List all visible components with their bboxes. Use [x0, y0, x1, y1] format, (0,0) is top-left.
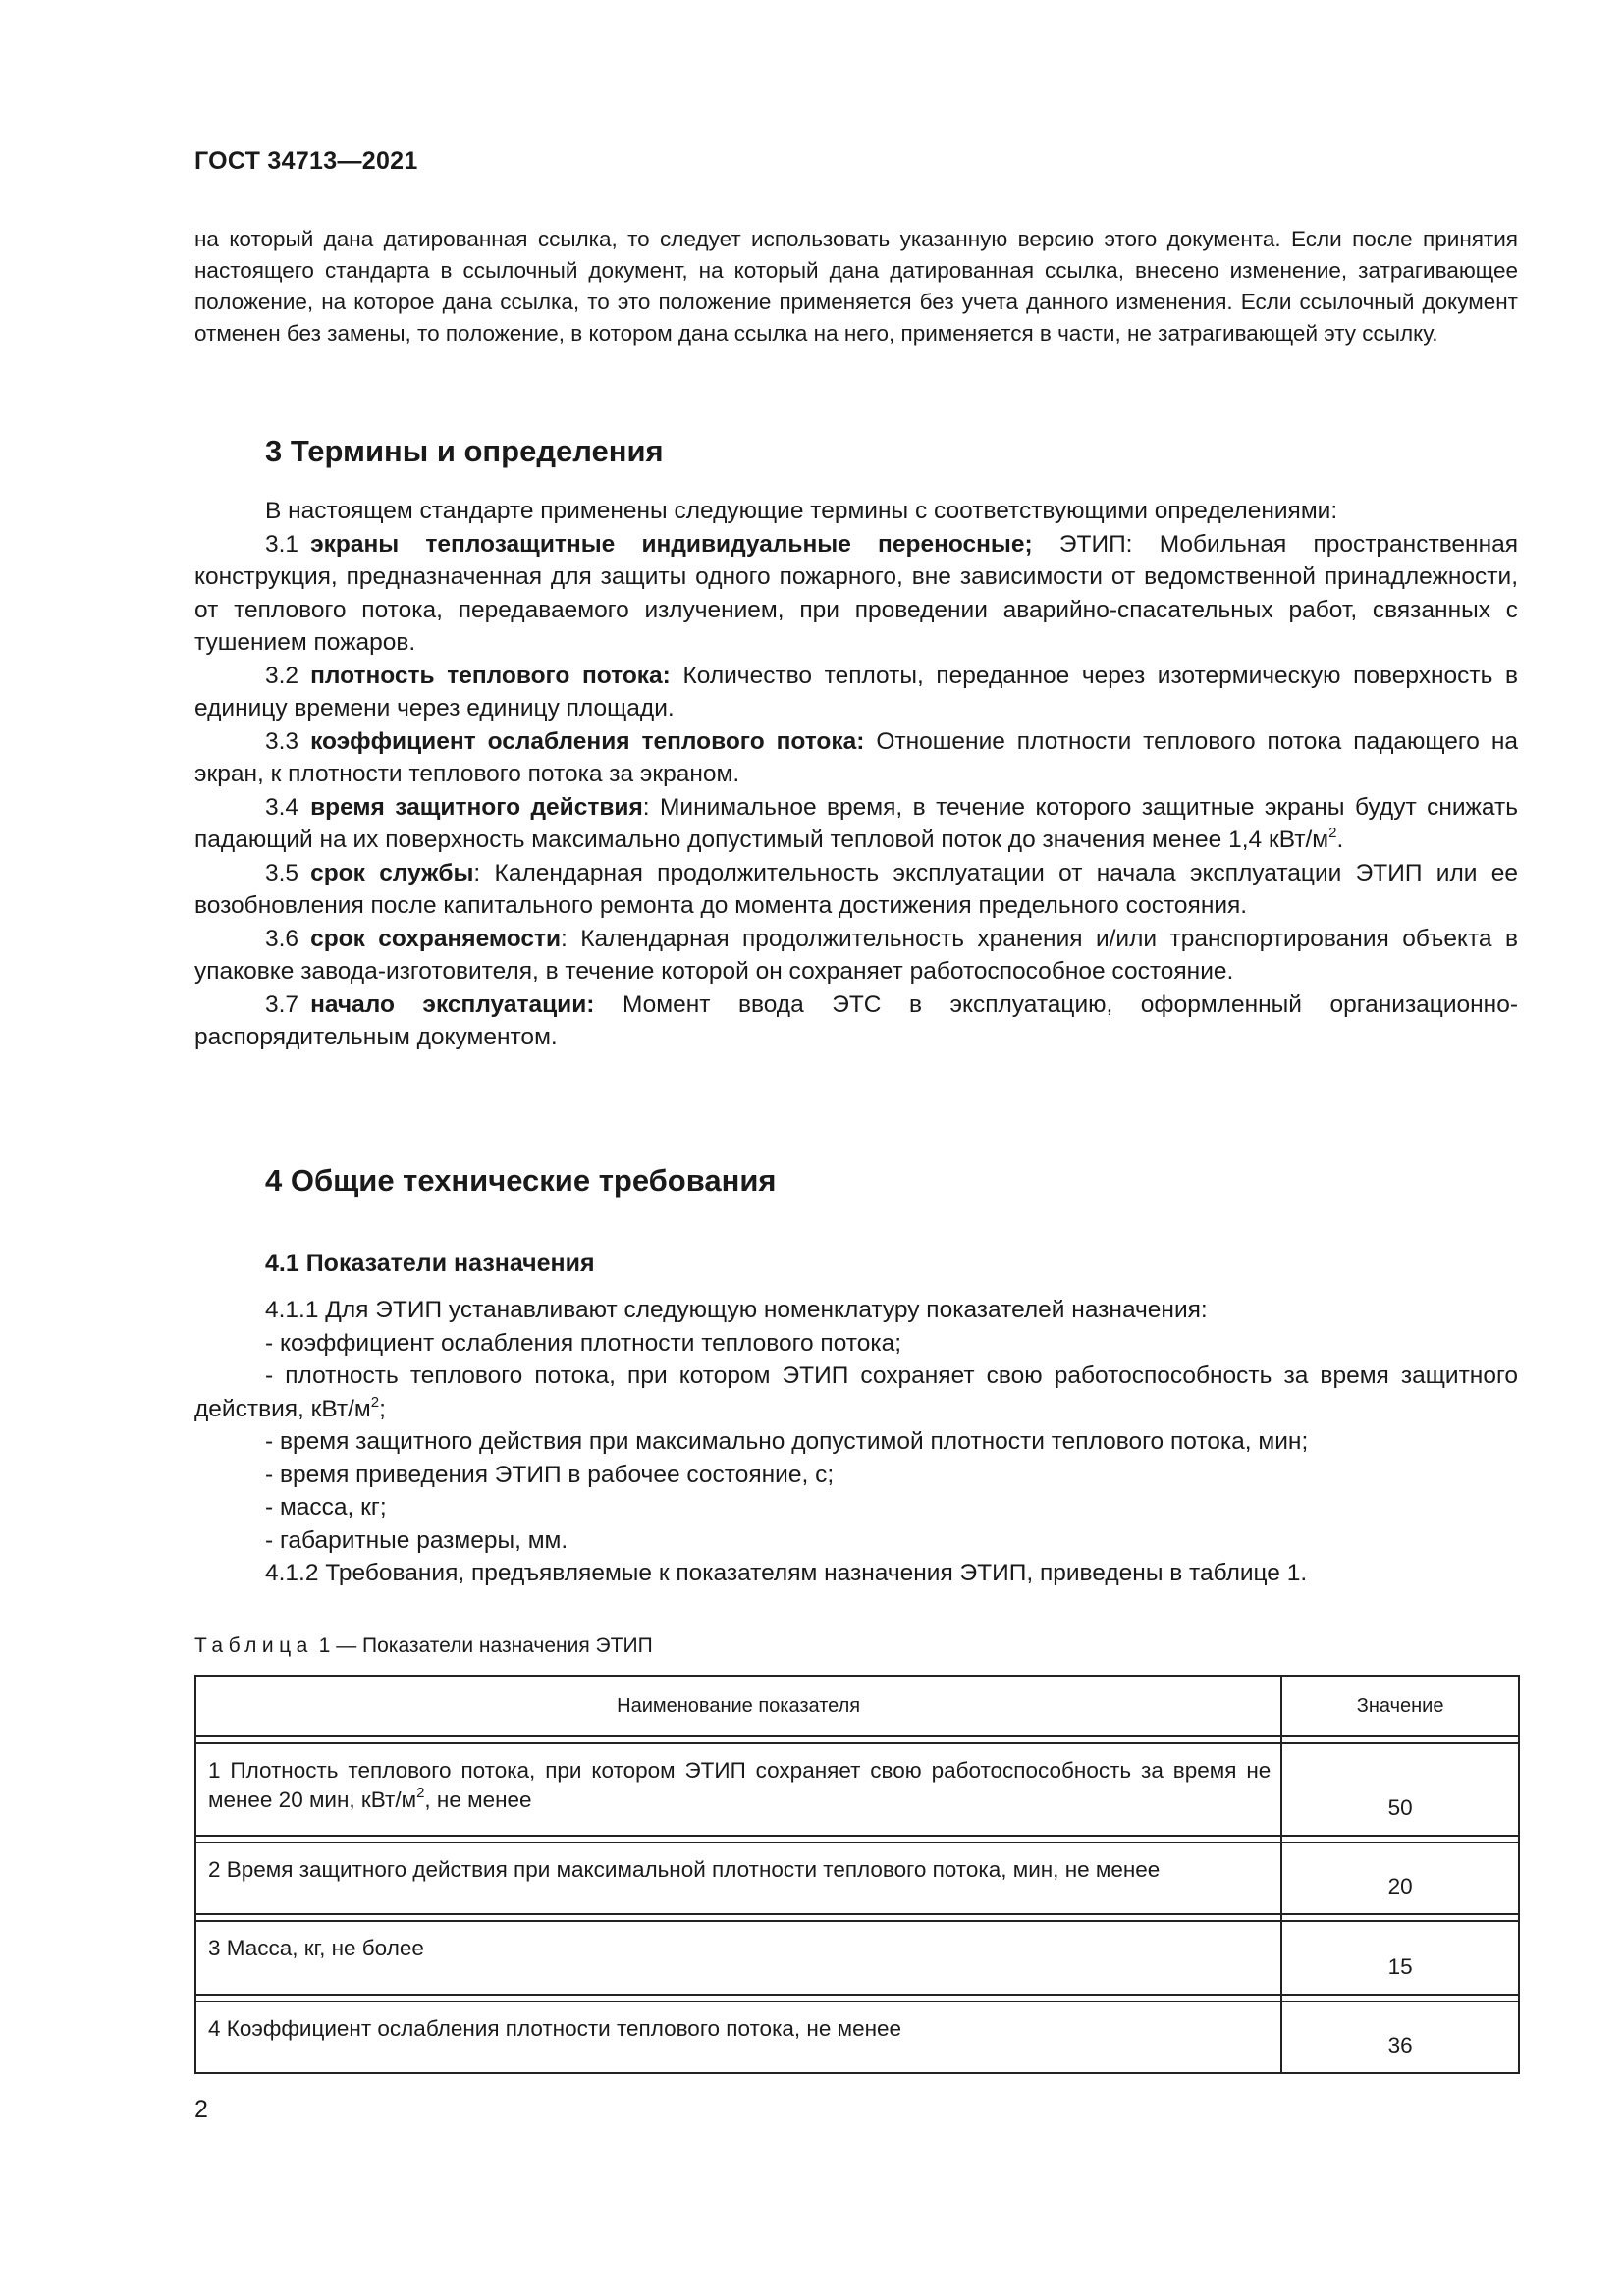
- column-header-name: Наименование показателя: [195, 1676, 1281, 1736]
- document-code-header: ГОСТ 34713—2021: [194, 147, 418, 175]
- table-cell-name: 4 Коэффициент ослабления плотности теплового потока, не менее: [195, 2002, 1281, 2073]
- term-3-1: 3.1 экраны теплозащитные индивидуальные переносные; ЭТИП: Мобильная пространственная конструкция, предназначенная для защиты одного пожарного, вне зависимости от ведомственной принадлежности, от теплового потока, передаваемого излучением, при проведении аварийно-спасательных работ, связанных с тушением пожаров.: [194, 530, 1519, 656]
- section-4-body: [194, 1294, 1518, 1590]
- list-item: - плотность теплового потока, при котором ЭТИП сохраняет свою работоспособность за время защитного действия, кВт/$м^2$;: [194, 1362, 1518, 1422]
- table-row: [195, 1743, 1519, 1836]
- table-row: [195, 1921, 1519, 1995]
- term-3-2: 3.2 плотность теплового потока: Количество теплоты, переданное через изотермическую поверхность в единицу времени через единицу площади.: [194, 662, 1519, 721]
- term-3-6: 3.6 срок сохраняемости: Календарная продолжительность хранения и/или транспортирования объекта в упаковке завода-изготовителя, в течение которой он сохраняет работоспособное состояние.: [194, 925, 1518, 985]
- column-header-value: Значение: [1281, 1676, 1519, 1736]
- list-item: - масса, кг;: [265, 1494, 387, 1521]
- intro-text: на который дана датированная ссылка, то следует использовать указанную версию этого документа. Если после принятия настоящего стандарта в ссылочный документ, на который дана датированная ссылка, внесено изменение, затрагивающее положение, на которое дана ссылка, то это положение применяется без учета данного изменения. Если ссылочный документ отменен без замены, то положение, в котором дана ссылка на него, применяется в части, не затрагивающей эту ссылку.: [194, 227, 1518, 346]
- table-cell-value: 15: [1281, 1921, 1519, 1995]
- paragraph-4-1-2: 4.1.2 Требования, предъявляемые к показателям назначения ЭТИП, приведены в таблице 1.: [265, 1560, 1308, 1586]
- section-3-title: 3 Термины и определения: [265, 434, 664, 468]
- term-3-3: 3.3 коэффициент ослабления теплового потока: Отношение плотности теплового потока падающего на экран, к плотности теплового потока за экраном.: [194, 727, 1519, 787]
- section-3-body: [194, 495, 1518, 1054]
- table-cell-name: 1 Плотность теплового потока, при котором ЭТИП сохраняет свою работоспособность за время не менее 20 мин, кВт/$м^2$, не менее: [195, 1743, 1281, 1836]
- list-item: - габаритные размеры, мм.: [265, 1526, 568, 1554]
- table-cell-value: 36: [1281, 2002, 1519, 2073]
- intro-paragraph: [194, 224, 1518, 349]
- list-item: - время защитного действия при максимально допустимой плотности теплового потока, мин;: [265, 1428, 1309, 1455]
- indicators-table: [194, 1675, 1520, 2074]
- table-caption-prefix: Таблица: [194, 1634, 313, 1657]
- table-cell-value: 50: [1281, 1743, 1519, 1836]
- paragraph-4-1-1: 4.1.1 Для ЭТИП устанавливают следующую номенклатуру показателей назначения:: [265, 1297, 1208, 1323]
- page-number: 2: [194, 2096, 208, 2123]
- table-cell-name: 2 Время защитного действия при максимальной плотности теплового потока, мин, не менее: [195, 1842, 1281, 1914]
- section-4-title: 4 Общие технические требования: [265, 1163, 777, 1198]
- term-3-7: 3.7 начало эксплуатации: Момент ввода ЭТС в эксплуатацию, оформленный организационно-распорядительным документом.: [194, 990, 1518, 1050]
- list-item: - коэффициент ослабления плотности теплового потока;: [265, 1329, 902, 1357]
- term-3-4: 3.4 время защитного действия: Минимальное время, в течение которого защитные экраны будут снижать падающий на их поверхность максимально допустимый тепловой поток до значения менее 1,4 кВт/$м^2$.: [194, 793, 1519, 853]
- table-caption: [194, 1634, 653, 1658]
- table-cell-value: 20: [1281, 1842, 1519, 1914]
- table-row: [195, 1842, 1519, 1914]
- table-row: [195, 2002, 1519, 2073]
- subsection-4-1-title: 4.1 Показатели назначения: [265, 1250, 595, 1277]
- list-item: - время приведения ЭТИП в рабочее состояние, с;: [265, 1461, 835, 1488]
- section-3-lead: В настоящем стандарте применены следующие термины с соответствующими определениями:: [265, 498, 1338, 524]
- table-header-row: [195, 1676, 1519, 1736]
- table-cell-name: 3 Масса, кг, не более: [195, 1921, 1281, 1995]
- term-3-5: 3.5 срок службы: Календарная продолжительность эксплуатации от начала эксплуатации ЭТИП или ее возобновления после капитального ремонта до момента достижения предельного состояния.: [194, 859, 1518, 919]
- table-caption-text: 1 — Показатели назначения ЭТИП: [312, 1634, 653, 1657]
